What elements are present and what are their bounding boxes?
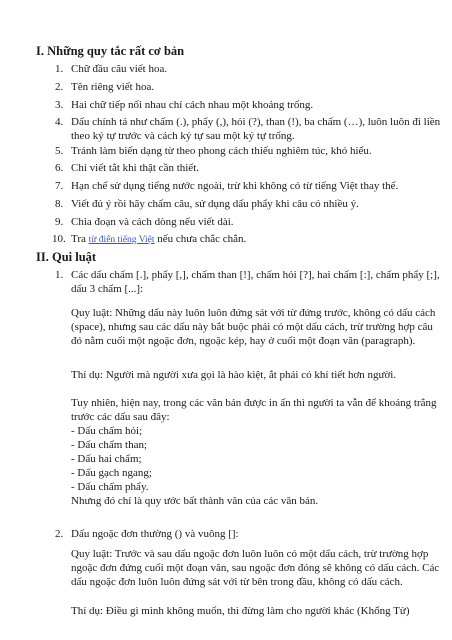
section-heading: I. Những quy tắc rất cơ bản (36, 44, 185, 58)
list-number: 10. (52, 233, 66, 245)
list-item: Chia đoạn và cách dòng nếu viết dài. (71, 216, 234, 228)
dictionary-link[interactable]: từ điển tiếng Việt (88, 235, 155, 245)
list-item: Dấu chính tả như chấm (.), phẩy (,), hỏi (?), than (!), ba chấm (…), luôn luôn đi liền theo ký tự trước và cách ký tự sau một ký tự trống. (71, 116, 441, 142)
list-item: Tránh làm biến dạng từ theo phong cách thiếu nghiêm túc, khó hiểu. (71, 145, 372, 157)
list-item: Hạn chế sử dụng tiếng nước ngoài, trừ khi không có từ tiếng Việt thay thế. (71, 180, 399, 192)
list-number: 4. (55, 116, 64, 128)
section-heading: II. Qui luật (36, 250, 97, 264)
rule-paragraph: Quy luật: Những dấu này luôn luôn đứng sát với từ đứng trước, không có dấu cách (space), nhưng sau các dấu này bắt buộc phải có một dấu cách, trừ trường hợp câu đó nằm cuối một ngoặc đơn, ngoặc kép, hay ở cuối một đoạn văn (paragraph). (71, 307, 436, 347)
example-paragraph: Thí dụ: Điều gì mình không muốn, thì đừng làm cho người khác (Khổng Tử) (71, 605, 410, 617)
list-number: 2. (55, 81, 64, 93)
list-number: 7. (55, 180, 64, 192)
list-number: 1. (55, 63, 64, 75)
example-paragraph: Thí dụ: Người mà người xưa gọi là hào kiệt, ắt phải có khí tiết hơn người. (71, 369, 397, 381)
list-item-text: nếu chưa chắc chắn. (154, 233, 247, 245)
note-paragraph: Tuy nhiên, hiện nay, trong các văn bản được in ấn thì người ta vẫn để khoảng trắng trước các dấu sau đây: (71, 397, 437, 423)
list-item-text: Tra (71, 233, 89, 245)
list-number: 8. (55, 198, 64, 210)
list-item: Viết đủ ý rồi hãy chấm câu, sử dụng dấu phẩy khi câu có nhiều ý. (71, 198, 359, 210)
list-line: - Dấu hai chấm; (71, 453, 142, 465)
list-line: - Dấu chấm than; (71, 439, 148, 451)
list-number: 5. (55, 145, 64, 157)
list-line: - Dấu chấm hỏi; (71, 425, 143, 437)
list-item: Các dấu chấm [.], phẩy [,], chấm than [!], chấm hỏi [?], hai chấm [:], chấm phẩy [;], dấu 3 chấm [...]: (71, 269, 440, 295)
list-item (71, 232, 441, 247)
conclusion-paragraph: Nhưng đó chỉ là quy ước bất thành văn của các văn bản. (71, 495, 319, 507)
list-number: 6. (55, 162, 64, 174)
list-item: Hai chữ tiếp nối nhau chỉ cách nhau một khoảng trống. (71, 99, 314, 111)
list-number: 2. (55, 528, 64, 540)
rule-paragraph: Quy luật: Trước và sau dấu ngoặc đơn luôn luôn có một dấu cách, trừ trường hợp ngoặc đơn đứng cuối một đoạn văn, sau ngoặc đơn đóng sẽ không có dấu cách. Các dấu ngoặc đơn luôn luôn đứng sát với từ bên trong đầu, không có dấu cách. (71, 548, 440, 588)
list-number: 1. (55, 269, 64, 281)
list-item: Tên riêng viết hoa. (71, 81, 155, 93)
list-item: Chỉ viết tắt khi thật cần thiết. (71, 162, 199, 174)
list-line: - Dấu gạch ngang; (71, 467, 152, 479)
list-item: Dấu ngoặc đơn thường () và vuông []: (71, 528, 239, 540)
list-number: 9. (55, 216, 64, 228)
list-item: Chữ đầu câu viết hoa. (71, 63, 168, 75)
list-number: 3. (55, 99, 64, 111)
list-line: - Dấu chấm phẩy. (71, 481, 149, 493)
